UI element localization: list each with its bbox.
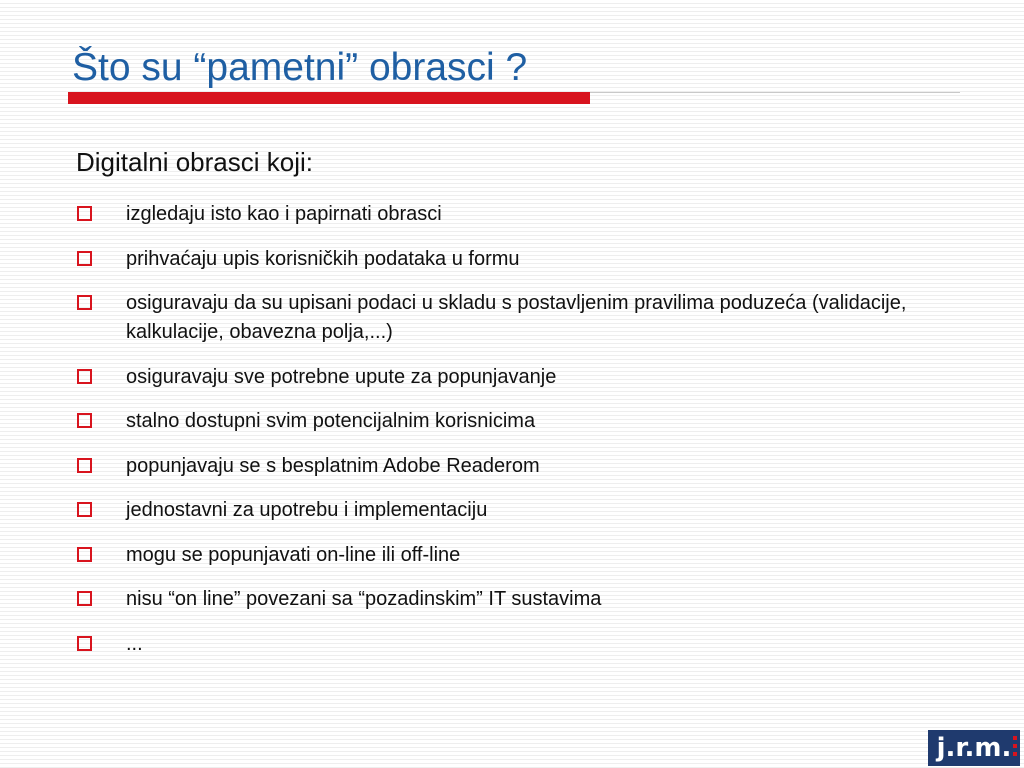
- list-item: [76, 245, 956, 274]
- list-item-text: mogu se popunjavati on-line ili off-line: [126, 543, 461, 566]
- title-underline-gray: [590, 92, 960, 93]
- list-item-text: osiguravaju sve potrebne upute za popunjavanje: [126, 365, 557, 388]
- title-underline-red: [68, 92, 590, 104]
- logo-dot-icon: [1013, 744, 1017, 748]
- list-item: [76, 407, 956, 436]
- bullet-list: [76, 200, 956, 674]
- square-bullet-icon: [77, 636, 92, 651]
- list-item-text: stalno dostupni svim potencijalnim korisnicima: [126, 410, 536, 432]
- square-bullet-icon: [77, 458, 92, 473]
- square-bullet-icon: [77, 369, 92, 384]
- square-bullet-icon: [77, 547, 92, 562]
- list-item: [76, 496, 956, 525]
- list-item: [76, 541, 956, 570]
- square-bullet-icon: [77, 295, 92, 310]
- square-bullet-icon: [77, 413, 92, 428]
- list-item-text: jednostavni za upotrebu i implementaciju: [126, 499, 488, 521]
- logo-dot-icon: [1013, 752, 1017, 756]
- slide-title: Što su “pametni” obrasci ?: [72, 46, 528, 89]
- list-item-text: ...: [126, 632, 143, 655]
- list-item-text: popunjavaju se s besplatnim Adobe Readerom: [126, 454, 540, 477]
- list-item-text: nisu “on line” povezani sa “pozadinskim” IT sustavima: [126, 588, 602, 610]
- square-bullet-icon: [77, 206, 92, 221]
- list-item: [76, 630, 956, 659]
- square-bullet-icon: [77, 251, 92, 266]
- list-item: [76, 289, 956, 347]
- jrm-logo: [928, 730, 1020, 766]
- logo-text: j.r.m.: [936, 733, 1012, 763]
- list-item: [76, 452, 956, 481]
- list-item-text: osiguravaju da su upisani podaci u skladu s postavljenim pravilima poduzeća (validacije, kalkulacije, obavezna polja,...): [126, 292, 907, 343]
- list-item-text: izgledaju isto kao i papirnati obrasci: [126, 203, 442, 225]
- square-bullet-icon: [77, 591, 92, 606]
- logo-dot-icon: [1013, 736, 1017, 740]
- list-item: [76, 200, 956, 229]
- list-item: [76, 585, 956, 614]
- list-item: [76, 363, 956, 392]
- square-bullet-icon: [77, 502, 92, 517]
- list-item-text: prihvaćaju upis korisničkih podataka u formu: [126, 247, 520, 270]
- slide-subtitle: Digitalni obrasci koji:: [76, 147, 313, 177]
